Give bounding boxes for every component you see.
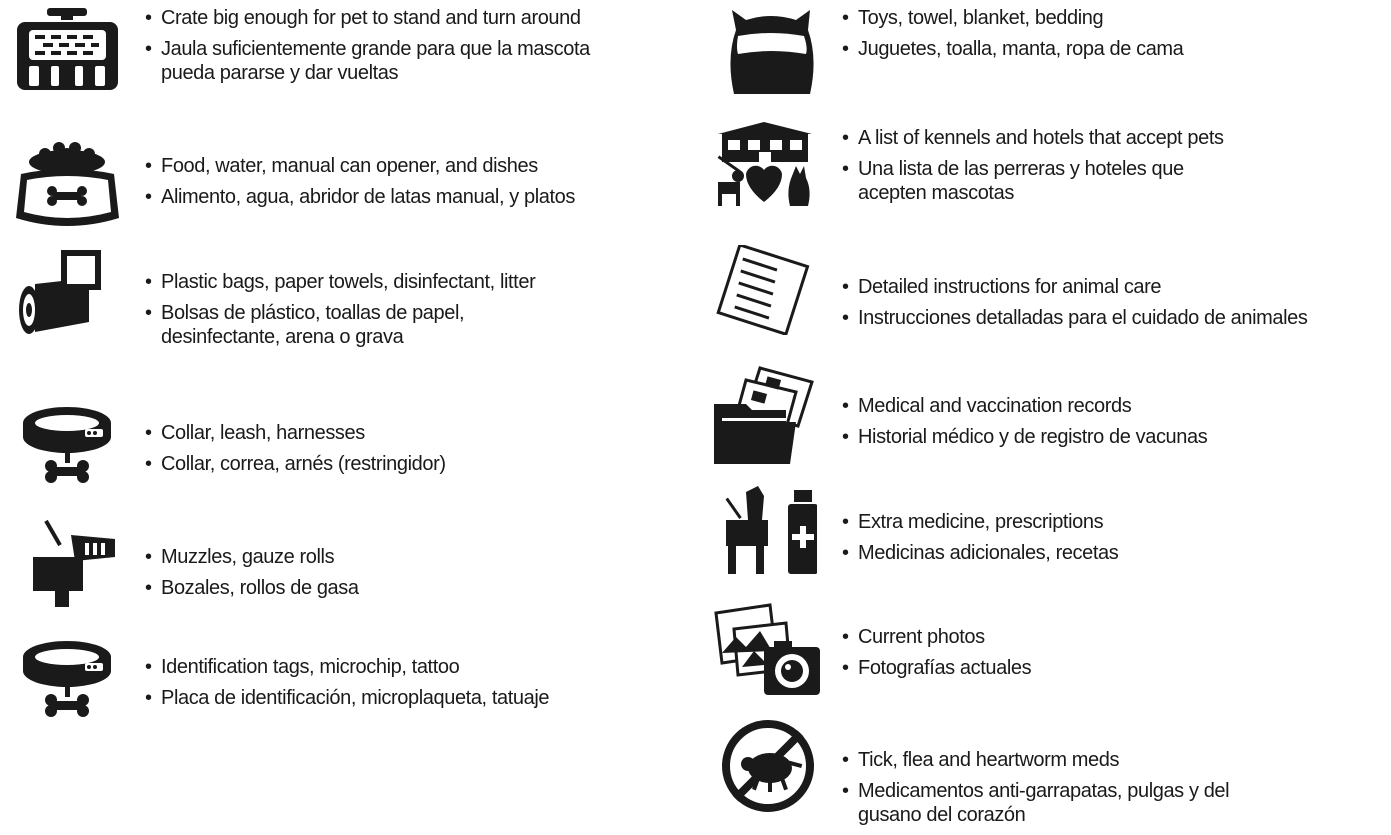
item-text-en: • Crate big enough for pet to stand and turn around [145, 6, 590, 30]
no-pests-icon [720, 718, 816, 814]
last-item-es [842, 779, 1229, 827]
medicine-icon [712, 486, 817, 576]
item-text-es: • Alimento, agua, abridor de latas manual, y platos [145, 185, 575, 209]
item-text-en: • Muzzles, gauze rolls [145, 545, 359, 569]
item-text-en: • Plastic bags, paper towels, disinfectant, litter [145, 270, 535, 294]
item-text-en: • Toys, towel, blanket, bedding [842, 6, 1183, 30]
id-tag-collar-icon [15, 639, 120, 729]
item-text-en: • A list of kennels and hotels that accept pets [842, 126, 1224, 150]
item-text-es: • Fotografías actuales [842, 656, 1031, 680]
item-text-en: • Extra medicine, prescriptions [842, 510, 1118, 534]
item-text-en: • Detailed instructions for animal care [842, 275, 1308, 299]
item-text-es: • Bolsas de plástico, toallas de papel, desinfectante, arena o grava [145, 301, 535, 349]
paper-towel-icon [15, 248, 120, 338]
item-text-en: • Medical and vaccination records [842, 394, 1207, 418]
item-text-es: • Historial médico y de registro de vacunas [842, 425, 1207, 449]
item-text [145, 655, 549, 717]
item-text [842, 748, 1119, 779]
item-text-es: • Collar, correa, arnés (restringidor) [145, 452, 446, 476]
item-text-en: • Food, water, manual can opener, and dishes [145, 154, 575, 178]
care-instructions-icon [714, 245, 819, 335]
item-text-es: • Medicinas adicionales, recetas [842, 541, 1118, 565]
pet-hotel-icon [712, 120, 817, 210]
item-text [842, 275, 1308, 337]
collar-leash-icon [15, 405, 120, 495]
item-text-en: • Tick, flea and heartworm meds [842, 748, 1119, 772]
item-text [145, 270, 535, 356]
item-text-es: • Una lista de las perreras y hoteles que acepten mascotas [842, 157, 1224, 205]
item-text [842, 394, 1207, 456]
food-bowl-icon [15, 140, 120, 230]
item-text-en: • Collar, leash, harnesses [145, 421, 446, 445]
muzzle-icon [15, 517, 120, 607]
item-text [145, 6, 590, 92]
item-text-es: • Jaula suficientemente grande para que la mascota pueda pararse y dar vueltas [145, 37, 590, 85]
item-text-en: • Identification tags, microchip, tattoo [145, 655, 549, 679]
item-text [145, 421, 446, 483]
item-text-es: • Medicamentos anti-garrapatas, pulgas y del gusano del corazón [842, 779, 1229, 827]
item-text-es: • Instrucciones detalladas para el cuidado de animales [842, 306, 1308, 330]
item-text-en: • Current photos [842, 625, 1031, 649]
item-text [842, 126, 1224, 212]
item-text-es: • Placa de identificación, microplaqueta, tatuaje [145, 686, 549, 710]
item-text [842, 6, 1183, 68]
item-text-es: • Juguetes, toalla, manta, ropa de cama [842, 37, 1183, 61]
item-text [145, 154, 575, 216]
pet-crate-icon [15, 8, 120, 98]
item-text [842, 625, 1031, 687]
medical-records-icon [712, 364, 822, 464]
bedding-bag-icon [724, 8, 819, 98]
item-text [842, 510, 1118, 572]
photos-camera-icon [712, 603, 824, 703]
item-text [145, 545, 359, 607]
item-text-es: • Bozales, rollos de gasa [145, 576, 359, 600]
